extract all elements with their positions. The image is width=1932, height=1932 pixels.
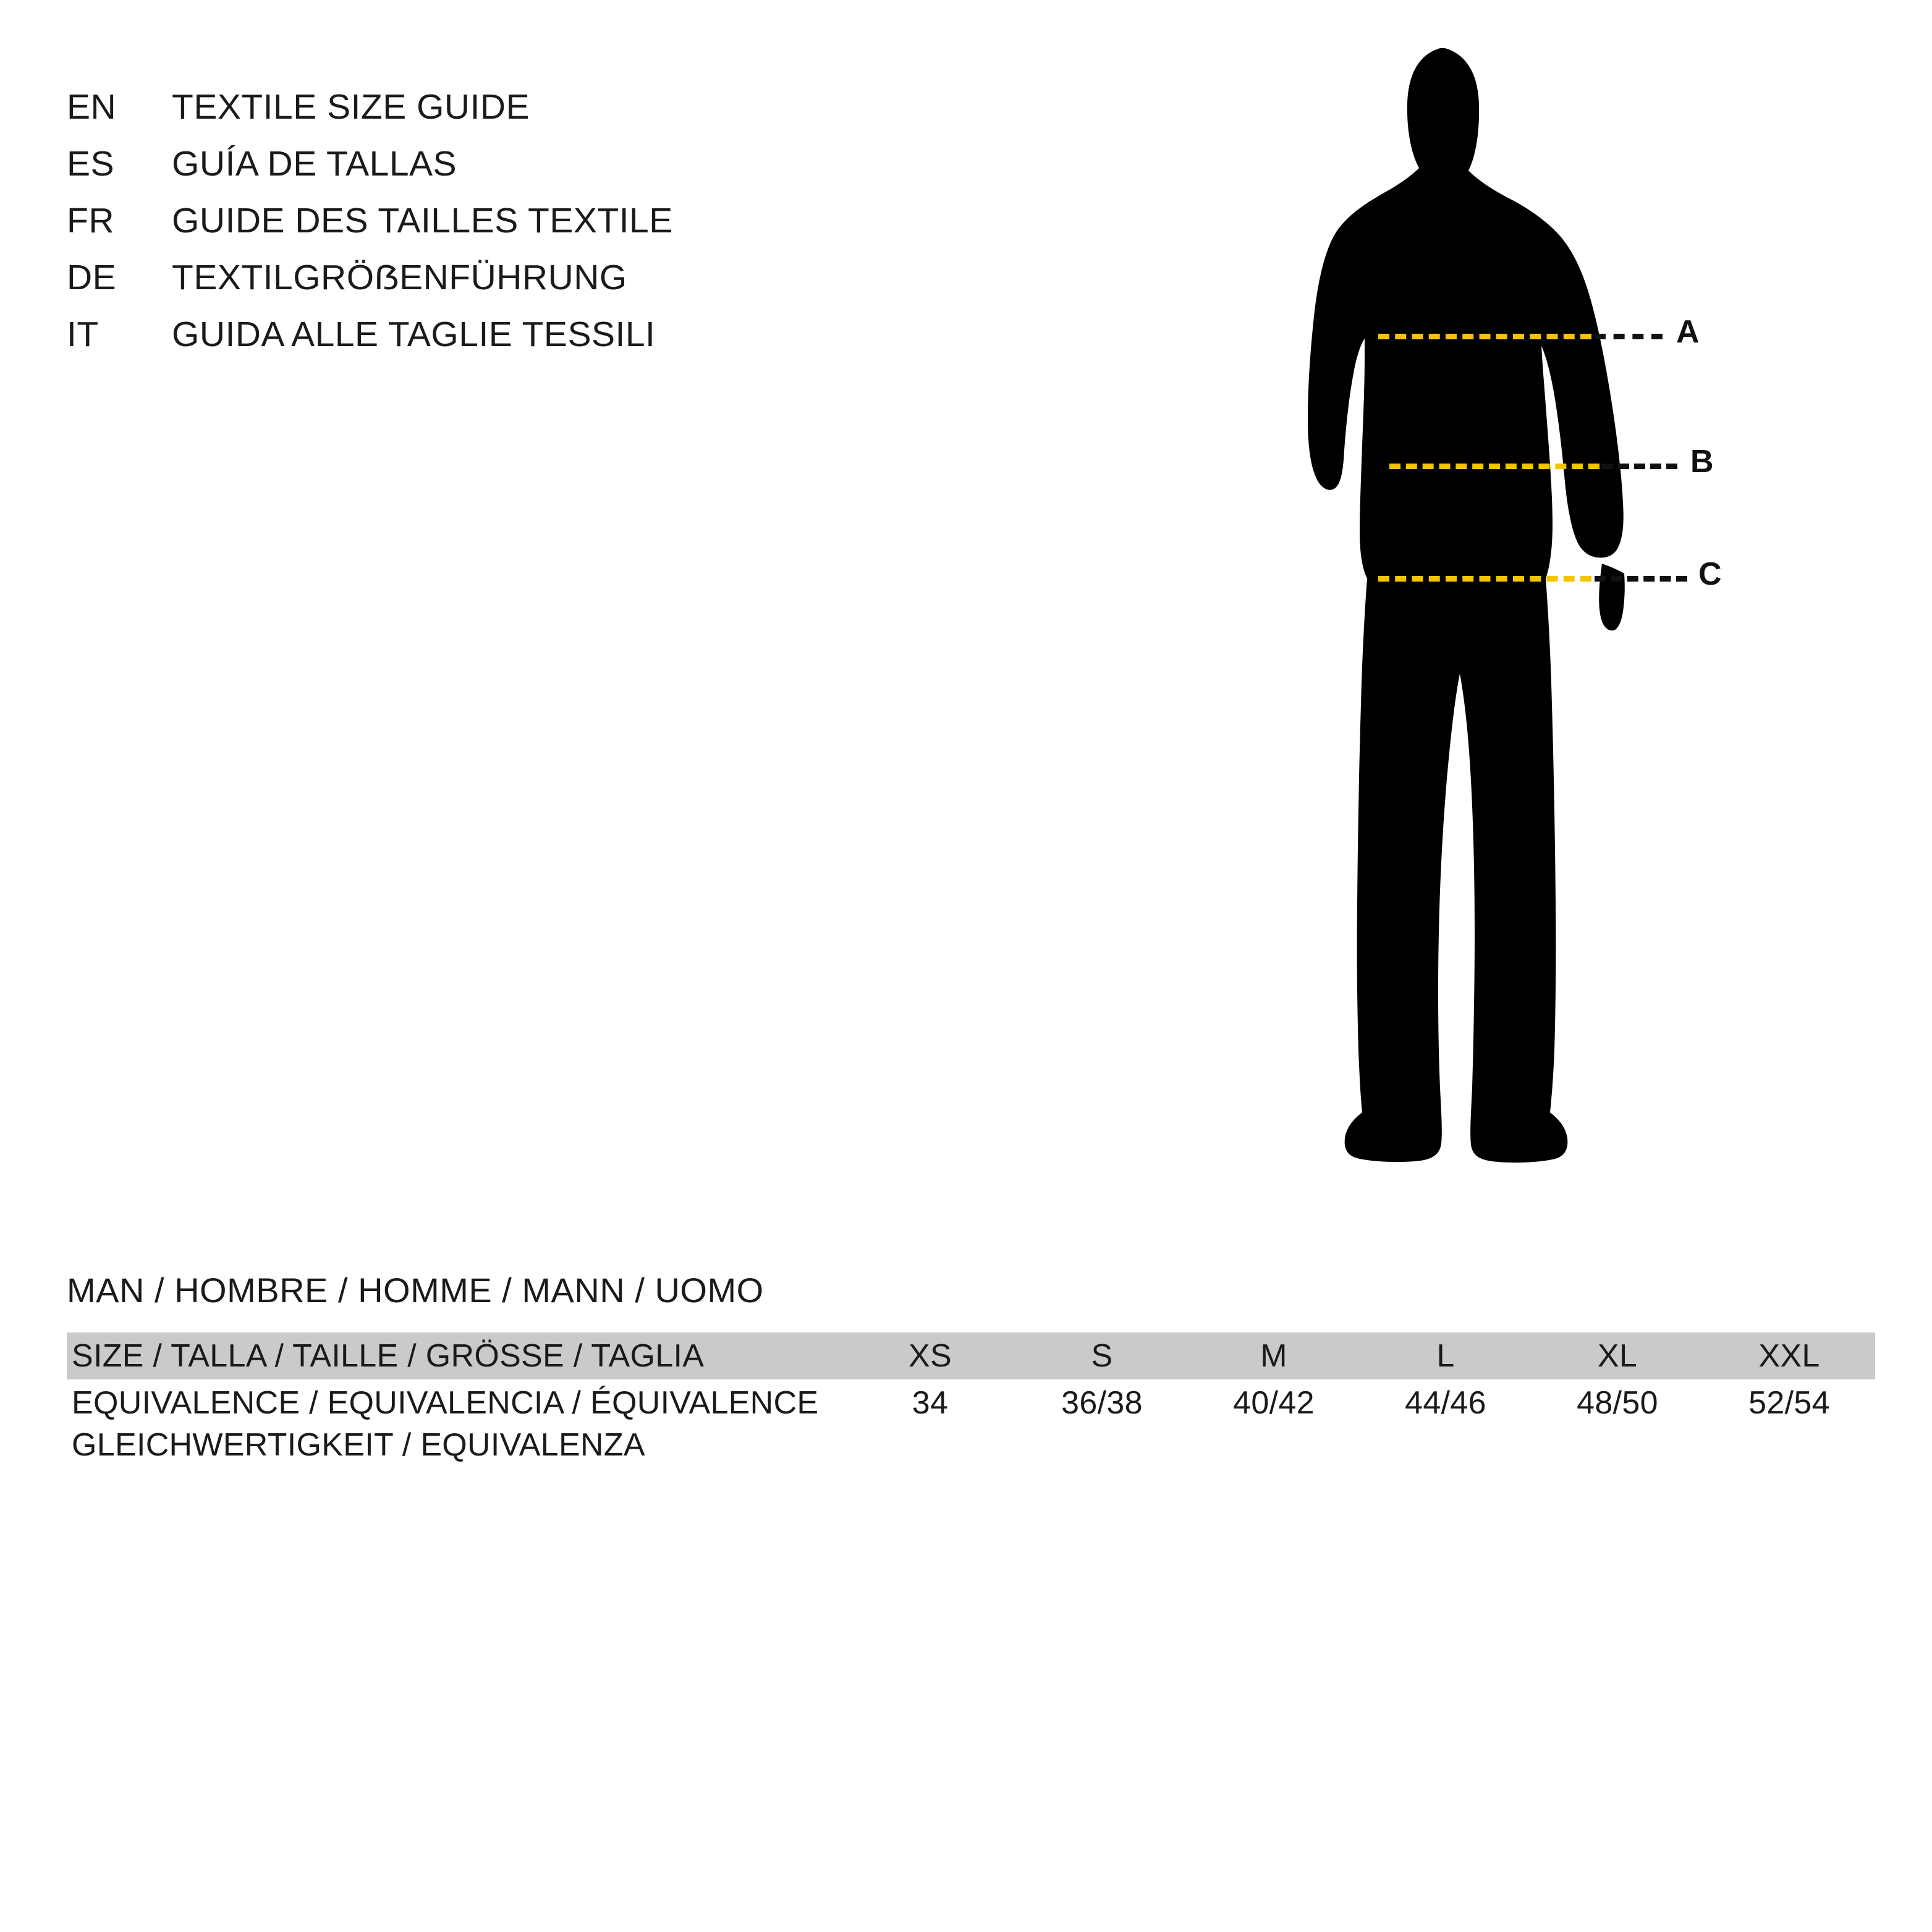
table-cell-empty-5 [1532, 1426, 1703, 1473]
table-cell-empty-6 [1703, 1426, 1875, 1473]
male-silhouette-icon [1286, 37, 1768, 1199]
table-header-size-m: M [1188, 1332, 1360, 1379]
table-cell-equivalence-l: 44/46 [1405, 1385, 1486, 1421]
table-cell-empty-2 [1016, 1426, 1188, 1473]
measurement-leader-a [1595, 334, 1663, 339]
table-cell-equivalence-xl: 48/50 [1577, 1385, 1658, 1421]
table-cell-empty-3 [1188, 1426, 1360, 1473]
table-header-size-xl: XL [1532, 1332, 1703, 1379]
size-table-title: MAN / HOMBRE / HOMME / MANN / UOMO [67, 1271, 764, 1310]
measurement-line-c [1378, 576, 1591, 582]
measurement-line-b [1389, 464, 1599, 469]
table-row-label-line1: EQUIVALENCE / EQUIVALENCIA / ÉQUIVALENCE [72, 1385, 819, 1421]
language-text-it: GUIDA ALLE TAGLIE TESSILI [172, 315, 656, 354]
measurement-line-a [1378, 334, 1591, 339]
table-row-continuation [67, 1426, 1875, 1473]
language-row-es [67, 143, 673, 200]
measurement-label-c: C [1698, 556, 1722, 592]
table-header-size-xxl: XXL [1703, 1332, 1875, 1379]
language-list [67, 87, 673, 371]
measurement-label-a: A [1676, 314, 1700, 350]
table-cell-equivalence-xxl: 52/54 [1748, 1385, 1830, 1421]
language-code-en: EN [67, 87, 117, 127]
size-table [67, 1332, 1875, 1473]
table-header-size-l: L [1360, 1332, 1532, 1379]
language-row-en [67, 87, 673, 143]
table-header-label: SIZE / TALLA / TAILLE / GRÖSSE / TAGLIA [67, 1332, 844, 1379]
table-row-label-line2: GLEICHWERTIGKEIT / EQUIVALENZA [72, 1427, 645, 1463]
language-text-en: TEXTILE SIZE GUIDE [172, 87, 530, 127]
language-text-es: GUÍA DE TALLAS [172, 144, 457, 184]
language-row-fr [67, 200, 673, 257]
language-text-fr: GUIDE DES TAILLES TEXTILE [172, 201, 673, 240]
table-cell-equivalence-m: 40/42 [1233, 1385, 1315, 1421]
size-table-section [67, 1270, 1871, 1473]
table-cell-equivalence-s: 36/38 [1061, 1385, 1143, 1421]
language-row-de [67, 257, 673, 314]
body-measurement-diagram [1286, 37, 1768, 1199]
table-cell-empty-4 [1360, 1426, 1532, 1473]
language-row-it [67, 314, 673, 371]
table-cell-equivalence-xs: 34 [912, 1385, 949, 1421]
table-header-row [67, 1332, 1875, 1379]
language-code-es: ES [67, 144, 115, 184]
language-text-de: TEXTILGRÖẞENFÜHRUNG [172, 258, 627, 297]
language-code-fr: FR [67, 201, 114, 240]
language-code-it: IT [67, 315, 99, 354]
table-row [67, 1379, 1875, 1426]
measurement-leader-b [1602, 464, 1677, 469]
measurement-leader-c [1595, 576, 1687, 582]
measurement-label-b: B [1690, 444, 1714, 480]
table-header-size-xs: XS [844, 1332, 1016, 1379]
language-code-de: DE [67, 258, 117, 297]
table-header-size-s: S [1016, 1332, 1188, 1379]
table-cell-empty-1 [844, 1426, 1016, 1473]
